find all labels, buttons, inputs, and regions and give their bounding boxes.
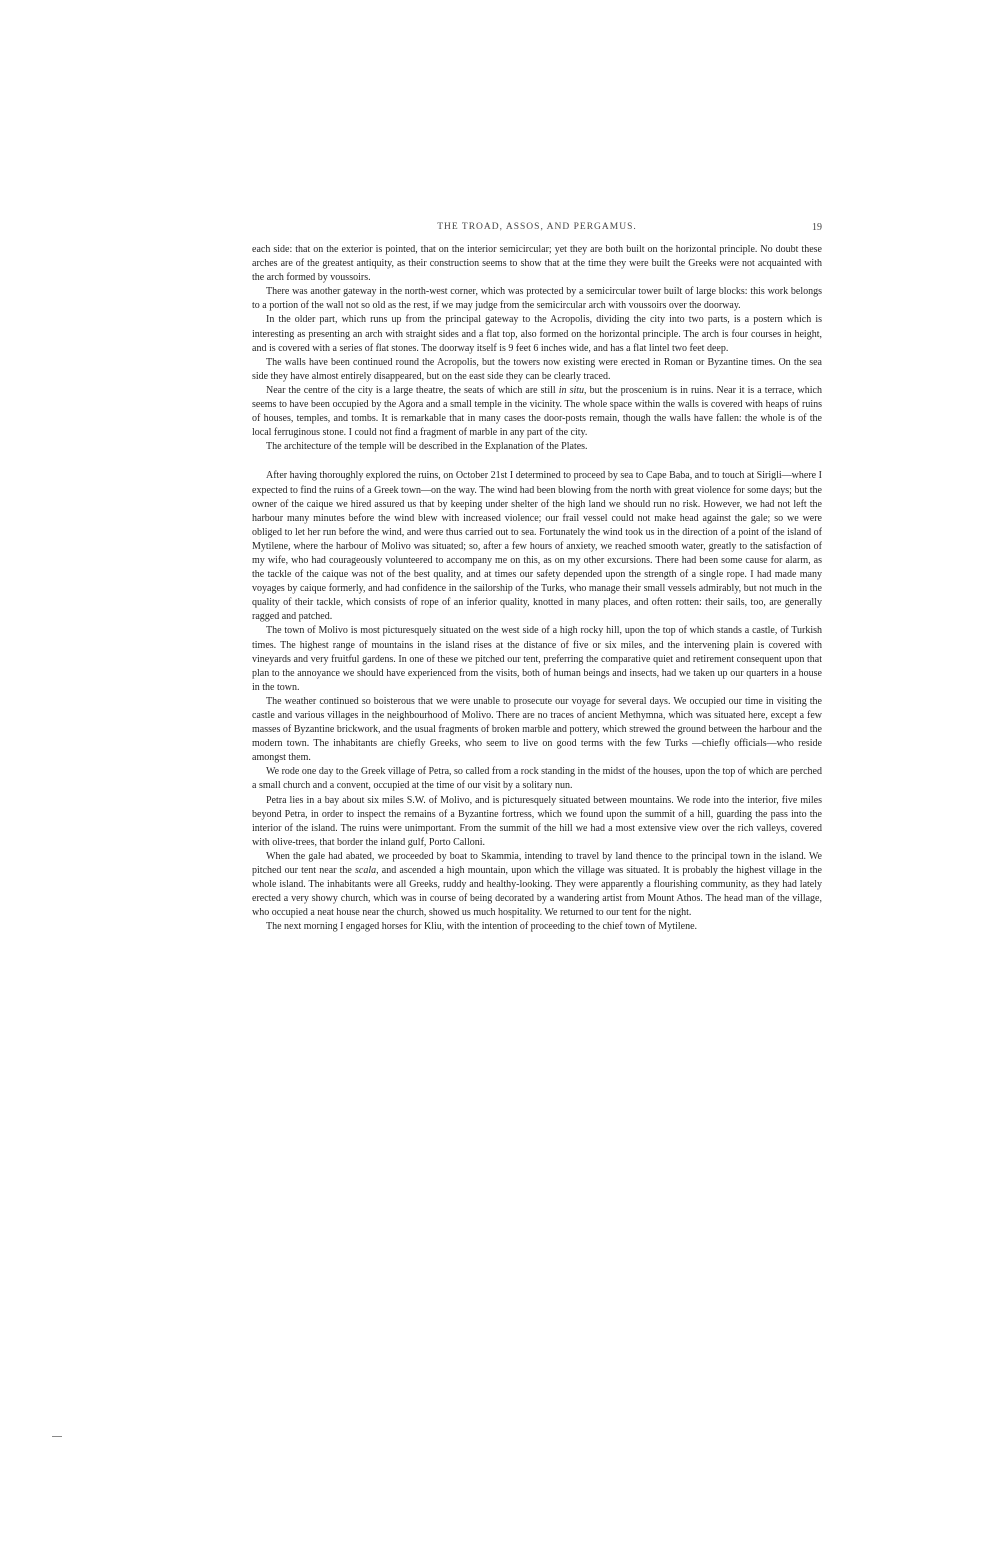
paragraph-skammia bbox=[252, 850, 822, 920]
paragraph-north-west-gateway: There was another gateway in the north-west corner, which was protected by a semicircular tower built of large blocks: this work belongs to a portion of the wall not so old as the rest, if we may judge from the semicircular arch with voussoirs over the doorway. bbox=[252, 286, 822, 312]
section-break bbox=[252, 454, 822, 469]
page-body bbox=[252, 243, 822, 935]
paragraph-petra-village: We rode one day to the Greek village of Petra, so called from a rock standing in the midst of the houses, upon the top of which are perched a small church and a convent, occupied at the time of our visit by a solitary nun. bbox=[252, 766, 822, 792]
paragraph-acropolis-walls: The walls have been continued round the Acropolis, but the towers now existing were erected in Roman or Byzantine times. On the sea side they have almost entirely disappeared, but on the east side they can be clearly traced. bbox=[252, 356, 822, 382]
running-title: THE TROAD, ASSOS, AND PERGAMUS. bbox=[437, 222, 637, 232]
skammia-text-before: When the gale had abated, we proceeded by boat to Skammia, intending to travel by land thence to the principal town in the island. We pitched our tent near the bbox=[252, 850, 822, 877]
paragraph-petra-bay: Petra lies in a bay about six miles S.W. of Molivo, and is picturesquely situated between mountains. We rode into the interior, five miles beyond Petra, in order to inspect the remains of a Byzantine fortress, which we found upon the summit of a hill, guarding the pass into the interior of the island. The ruins were unimportant. From the summit of the hill we had a most extensive view over the rich valleys, covered with olive-trees, that border the inland gulf, Porto Calloni. bbox=[252, 794, 822, 848]
paragraph-next-morning: The next morning I engaged horses for Kliu, with the intention of proceeding to the chief town of Mytilene. bbox=[266, 921, 698, 933]
skammia-text-after: , and ascended a high mountain, upon which the village was situated. It is probably the highest village in the whole island. The inhabitants were all Greeks, ruddy and healthy-looking. They were apparently a flourishing community, as they had lately erected a very showy church, which was in course of being decorated by a wandering artist from Mount Athos. The head man of the village, who occupied a neat house near the church, showed us much hospitality. We returned to our tent for the night. bbox=[252, 865, 822, 919]
paragraph-theatre bbox=[252, 384, 822, 440]
theatre-text-before: Near the centre of the city is a large theatre, the seats of which are still bbox=[266, 384, 559, 396]
paragraph-postern: In the older part, which runs up from the principal gateway to the Acropolis, dividing the city into two parts, is a postern which is interesting as presenting an arch with straight sides and a flat top, also formed on the horizontal principle. The arch is four courses in height, and is covered with a series of flat stones. The doorway itself is 9 feet 6 inches wide, and has a flat lintel two feet deep. bbox=[252, 314, 822, 354]
paragraph-temple-architecture: The architecture of the temple will be described in the Explanation of the Plates. bbox=[266, 441, 588, 453]
skammia-italic-term: scala bbox=[355, 865, 377, 877]
margin-mark bbox=[52, 1436, 62, 1437]
page-number: 19 bbox=[812, 222, 822, 233]
paragraph-weather: The weather continued so boisterous that we were unable to prosecute our voyage for several days. We occupied our time in visiting the castle and various villages in the neighbourhood of Molivo. There are no traces of ancient Methymna, which was situated here, except a few masses of Byzantine brickwork, and the usual fragments of broken marble and pottery, which strewed the ground between the harbour and the modern town. The inhabitants are chiefly Greeks, who seem to live on good terms with the few Turks —chiefly officials—who reside amongst them. bbox=[252, 695, 822, 764]
theatre-italic-term: in situ bbox=[558, 384, 585, 396]
paragraph-voyage: After having thoroughly explored the ruins, on October 21st I determined to proceed by sea to Cape Baba, and to touch at Sirigli—where I expected to find the ruins of a Greek town—on the way. The wind had been blowing from the north with great violence for some days; but the owner of the caique we hired assured us that by keeping under shelter of the high land we should run no risk. However, we had not left the harbour many minutes before the wind blew with increased violence; our frail vessel could not make head against the gale; so we were obliged to let her run before the wind, and were thus carried out to sea. Fortunately the wind took us in the direction of a point of the island of Mytilene, where the harbour of Molivo was situated; so, after a few hours of anxiety, we reached smooth water, greatly to the satisfaction of my wife, who had courageously volunteered to accompany me on this, as on my other excursions. There had been some cause for alarm, as the tackle of the caique was not of the best quality, and at times our safety depended upon the strength of a single rope. I had made many voyages by caique formerly, and had confidence in the sailorship of the Turks, who manage their small vessels admirably, but not much in the quality of their tackle, which consists of rope of an inferior quality, knotted in many places, and often rotten: their sails, too, are generally ragged and patched. bbox=[252, 470, 822, 623]
paragraph-molivo: The town of Molivo is most picturesquely situated on the west side of a high rocky hill, upon the top of which stands a castle, of Turkish times. The highest range of mountains in the island rises at the distance of five or six miles, and the intervening plain is covered with vineyards and very fruitful gardens. In one of these we pitched our tent, preferring the comparative quiet and retirement consequent upon that plan to the annoyance we should have experienced from the visits, both of human beings and insects, had we taken up our quarters in a house in the town. bbox=[252, 625, 822, 693]
page-header bbox=[252, 222, 822, 238]
paragraph-arch-construction: each side: that on the exterior is pointed, that on the interior semicircular; yet they are both built on the horizontal principle. No doubt these arches are of the greatest antiquity, as their construction seems to show that at the time they were built the Greeks were not acquainted with the arch formed by voussoirs. bbox=[252, 244, 822, 284]
theatre-text-after: , but the proscenium is in ruins. Near it is a terrace, which seems to have been occupied by the Agora and a small temple in the vicinity. The whole space within the walls is covered with heaps of ruins of houses, temples, and tombs. It is remarkable that in many cases the door-posts remain, though the walls have fallen: the whole is of the local ferruginous stone. I could not find a fragment of marble in any part of the city. bbox=[252, 384, 822, 439]
